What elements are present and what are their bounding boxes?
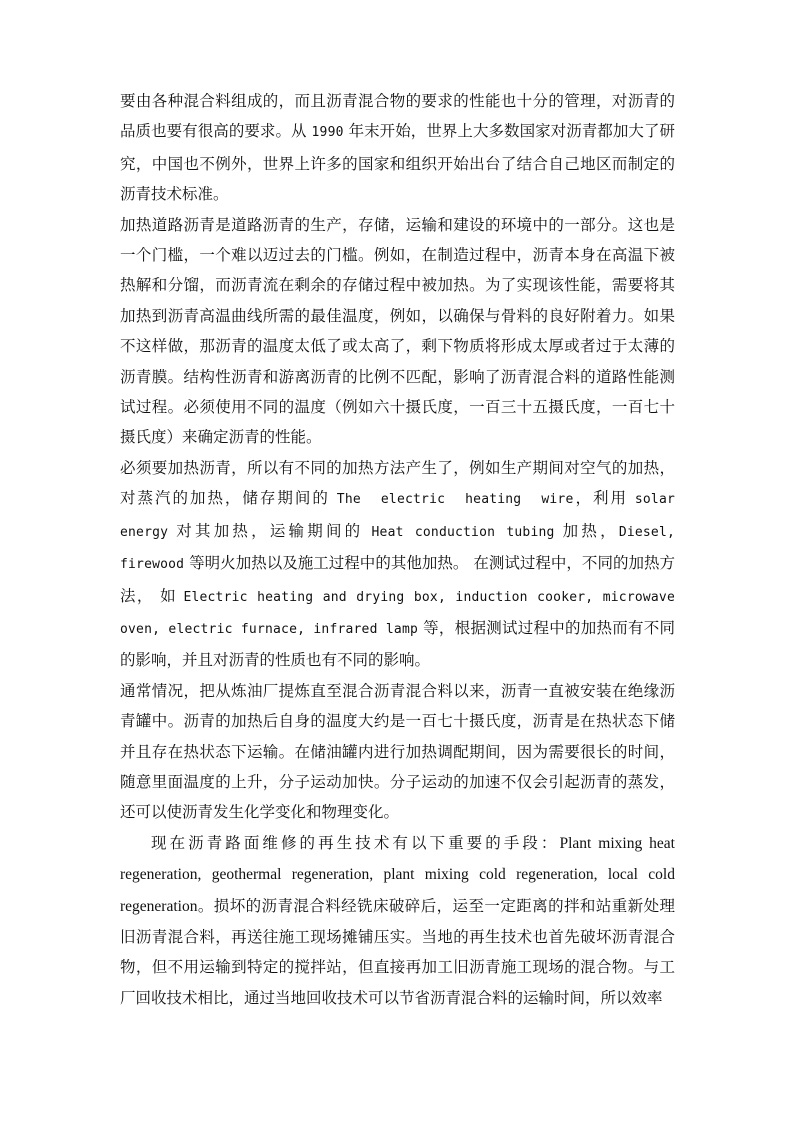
text-run-latin: The electric heating wire xyxy=(336,492,574,508)
text-run-latin: Diesel, firewood xyxy=(120,524,675,573)
text-run-latin: Plant mixing heat regeneration, geothermal regeneration, plant mixing cold regeneration, local cold regeneration xyxy=(120,834,675,915)
text-run: 必须要加热沥青，所以有不同的加热方法产生了，例如生产期间对空气的加热，对蒸汽的加热，储存期间的 xyxy=(120,458,675,508)
paragraph xyxy=(120,453,675,676)
text-run: 等明火加热以及施工过程中的其他加热。 在测试过程中，不同的加热方法， 如 xyxy=(120,554,675,605)
text-run: 等，根据测试过程中的加热而有不同的影响，并且对沥青的性质也有不同的影响。 xyxy=(120,618,675,670)
text-run-latin: Heat conduction tubing xyxy=(371,524,555,540)
text-run: 加热道路沥青是道路沥青的生产，存储，运输和建设的环境中的一部分。这也是一个门槛，一个难以迈过去的门槛。例如，在制造过程中，沥青本身在高温下被热解和分馏，而沥青流在剩余的存储过程中被加热。为了实现该性能，需要将其加热到沥青高温曲线所需的最佳温度，例如，以确保与骨料的良好附着力。如果不这样做，那沥青的温度太低了或太高了，剩下物质将形成太厚或者过于太薄的沥青膜。结构性沥青和游离沥青的比例不匹配，影响了沥青混合料的道路性能测试过程。必须使用不同的温度（例如六十摄氏度，一百三十五摄氏度，一百七十摄氏度）来确定沥青的性能。 xyxy=(120,215,675,447)
paragraph xyxy=(120,676,675,828)
text-run: ，利用 xyxy=(573,489,635,508)
text-run: 通常情况，把从炼油厂提炼直至混合沥青混合料以来，沥青一直被安装在绝缘沥青罐中。沥青的加热后自身的温度大约是一百七十摄氏度，沥青是在热状态下储并且存在热状态下运输。在储油罐内进行加热调配期间，因为需要很长的时间，随意里面温度的上升，分子运动加快。分子运动的加速不仅会引起沥青的蒸发，还可以使沥青发生化学变化和物理变化。 xyxy=(120,681,675,822)
text-run: 年末开始，世界上大多数国家对沥青都加大了研究，中国也不例外，世界上许多的国家和组织开始出台了结合自己地区而制定的沥青技术标准。 xyxy=(120,122,675,204)
text-run: 加热， xyxy=(554,521,619,540)
text-run-latin: solar energy xyxy=(120,492,675,540)
text-run: 现在沥青路面维修的再生技术有以下重要的手段： xyxy=(151,833,560,852)
document-page xyxy=(120,86,675,1013)
paragraph xyxy=(120,210,675,453)
text-run: 。损坏的沥青混合料经铣床破碎后，运至一定距离的拌和站重新处理旧沥青混合料，再送往施工现场摊铺压实。当地的再生技术也首先破坏沥青混合物，但不用运输到特定的搅拌站，但直接再加工旧沥青施工现场的混合物。与工厂回收技术相比，通过当地回收技术可以节省沥青混合料的运输时间，所以效率 xyxy=(120,896,675,1007)
paragraph xyxy=(120,86,675,210)
paragraph xyxy=(120,828,675,1013)
text-run-latin: 1990 xyxy=(311,125,344,141)
text-run: 要由各种混合料组成的，而且沥青混合物的要求的性能也十分的管理，对沥青的品质也要有很高的要求。从 xyxy=(120,92,675,141)
text-run-latin: Electric heating and drying box, induction cooker, microwave oven, electric furnace, infrared lamp xyxy=(120,589,675,637)
text-run: 对其加热，运输期间的 xyxy=(168,521,372,540)
